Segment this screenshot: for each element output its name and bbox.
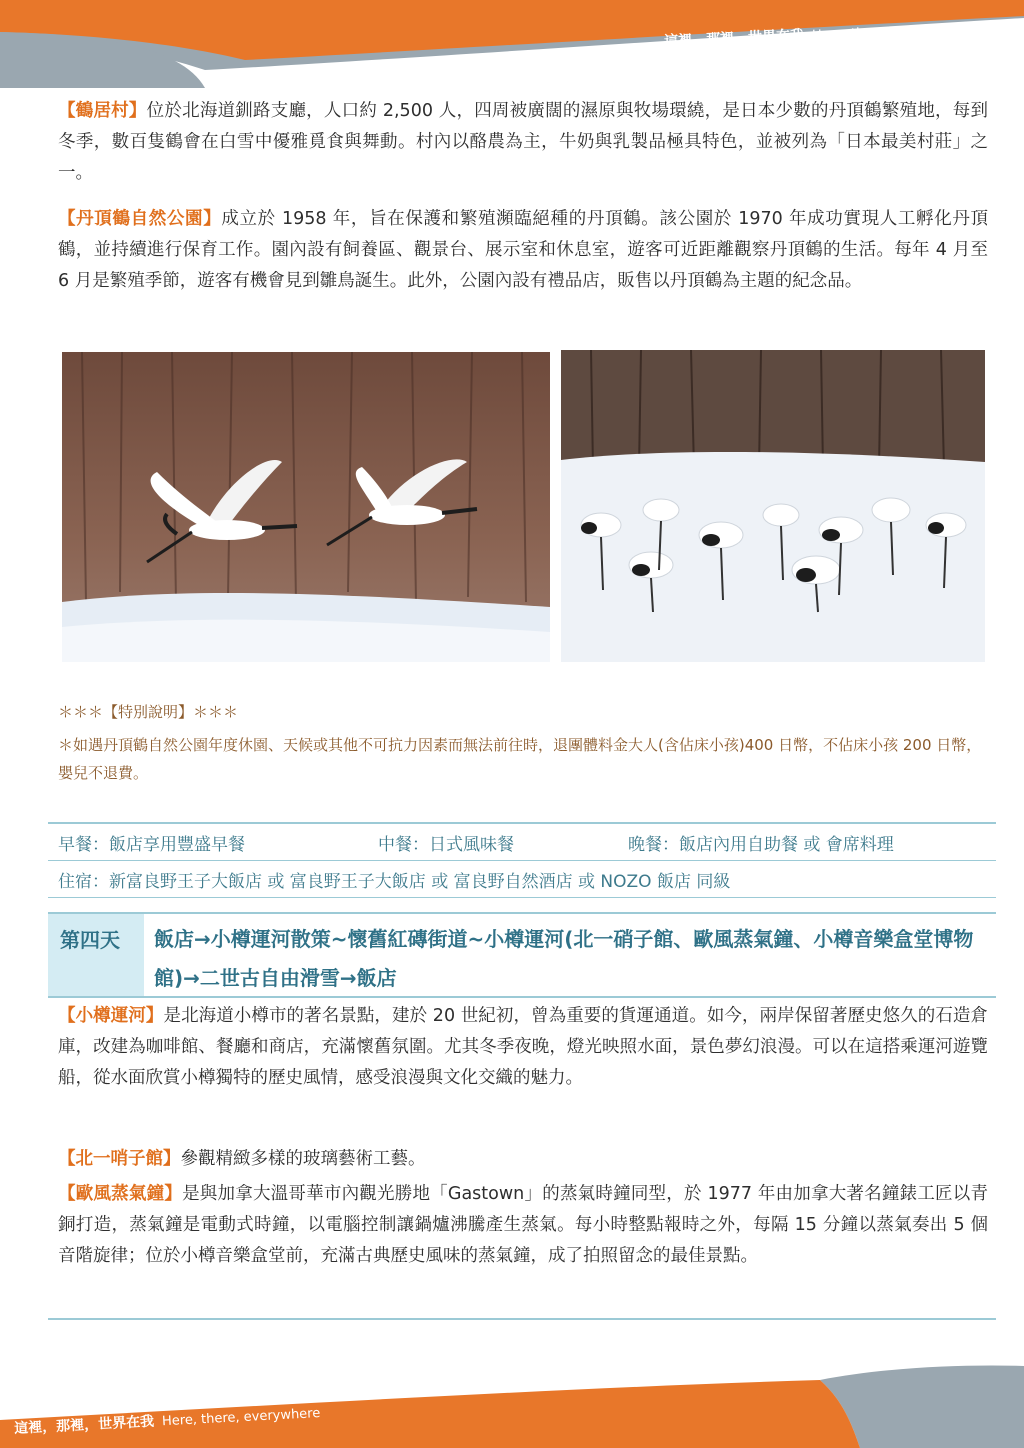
meals-table [48, 822, 996, 898]
footer-brand-en: Here, there, everywhere [161, 1405, 321, 1430]
keyword-kitaichi-glass: 【北一哨子館】 [58, 1149, 181, 1169]
header-band [0, 0, 1024, 90]
breakfast: 早餐：飯店享用豐盛早餐 [58, 834, 245, 855]
keyword-steam-clock: 【歐風蒸氣鐘】 [58, 1184, 183, 1204]
keyword-tsurui: 【鶴居村】 [58, 101, 147, 121]
day-header [48, 912, 996, 998]
paragraph-steam-clock [58, 1179, 988, 1272]
text-kitaichi-glass: 參觀精緻多樣的玻璃藝術工藝。 [180, 1149, 426, 1169]
brand-zh: 這裡，那裡，世界在我 [663, 27, 805, 50]
paragraph-crane-park [58, 204, 988, 297]
footer-brand-zh: 這裡，那裡，世界在我 [13, 1413, 155, 1438]
footer-band [0, 1358, 1024, 1448]
keyword-otaru-canal: 【小樽運河】 [58, 1006, 164, 1026]
text-otaru-canal: 是北海道小樽市的著名景點，建於 20 世紀初，曾為重要的貨運通道。如今，兩岸保留著歷史悠久的石造倉庫，改建為咖啡館、餐廳和商店，充滿懷舊氛圍。尤其冬季夜晚，燈光映照水面，景色夢幻浪漫。可以在這搭乘運河遊覽船，從水面欣賞小樽獨特的歷史風情，感受浪漫與文化交織的魅力。 [58, 1006, 989, 1088]
text-crane-park: 成立於 1958 年，旨在保護和繁殖瀕臨絕種的丹頂鶴。該公園於 1970 年成功實現人工孵化丹頂鶴，並持續進行保育工作。園內設有飼養區、觀景台、展示室和休息室，遊客可近距離觀察丹頂鶴的生活。每年 4 月至 6 月是繁殖季節，遊客有機會見到雛鳥誕生。此外，公園內設有禮品店，販售以丹頂鶴為主題的紀念品。 [58, 209, 989, 291]
photo-cranes-in-snow [561, 350, 985, 662]
paragraph-otaru-canal [58, 1001, 988, 1094]
hotel-row [48, 861, 996, 898]
day-label: 第四天 [48, 914, 144, 996]
dinner: 晚餐：飯店內用自助餐 或 會席料理 [628, 834, 894, 855]
hotel: 住宿：新富良野王子大飯店 或 富良野王子大飯店 或 富良野自然酒店 或 NOZO 飯店 同級 [58, 871, 731, 892]
paragraph-tsurui [58, 96, 988, 189]
meals-row [48, 824, 996, 861]
notes-line: ＊如遇丹頂鶴自然公園年度休園、天候或其他不可抗力因素而無法前往時，退團體料金大人(含佔床小孩)400 日幣，不佔床小孩 200 日幣，嬰兒不退費。 [58, 736, 982, 782]
paragraph-kitaichi-glass [58, 1144, 988, 1175]
text-steam-clock: 是與加拿大溫哥華市內觀光勝地「Gastown」的蒸氣時鐘同型，於 1977 年由加拿大著名鐘錶工匠以青銅打造，蒸氣鐘是電動式時鐘，以電腦控制讓鍋爐沸騰產生蒸氣。每小時整點報時之外，每隔 15 分鐘以蒸氣奏出 5 個音階旋律；位於小樽音樂盒堂前，充滿古典歷史風味的蒸氣鐘，成了拍照留念的最佳景點。 [58, 1184, 988, 1266]
brand-en: Here, there, everywhere [811, 21, 971, 44]
photo-flying-cranes [62, 352, 550, 662]
bottom-divider [48, 1318, 996, 1320]
notes-title: ＊＊＊【特別說明】＊＊＊ [58, 703, 239, 721]
lunch: 中餐：日式風味餐 [378, 834, 514, 855]
keyword-crane-park: 【丹頂鶴自然公園】 [58, 209, 222, 229]
text-tsurui: 位於北海道釧路支廳，人口約 2,500 人，四周被廣闊的濕原與牧場環繞，是日本少數的丹頂鶴繁殖地，每到冬季，數百隻鶴會在白雪中優雅覓食與舞動。村內以酪農為主，牛奶與乳製品極具特色，並被列為「日本最美村莊」之一。 [58, 101, 989, 183]
day-title: 飯店→小樽運河散策~懷舊紅磚街道~小樽運河(北一硝子館、歐風蒸氣鐘、小樽音樂盒堂博物館)→二世古自由滑雪→飯店 [154, 927, 974, 990]
